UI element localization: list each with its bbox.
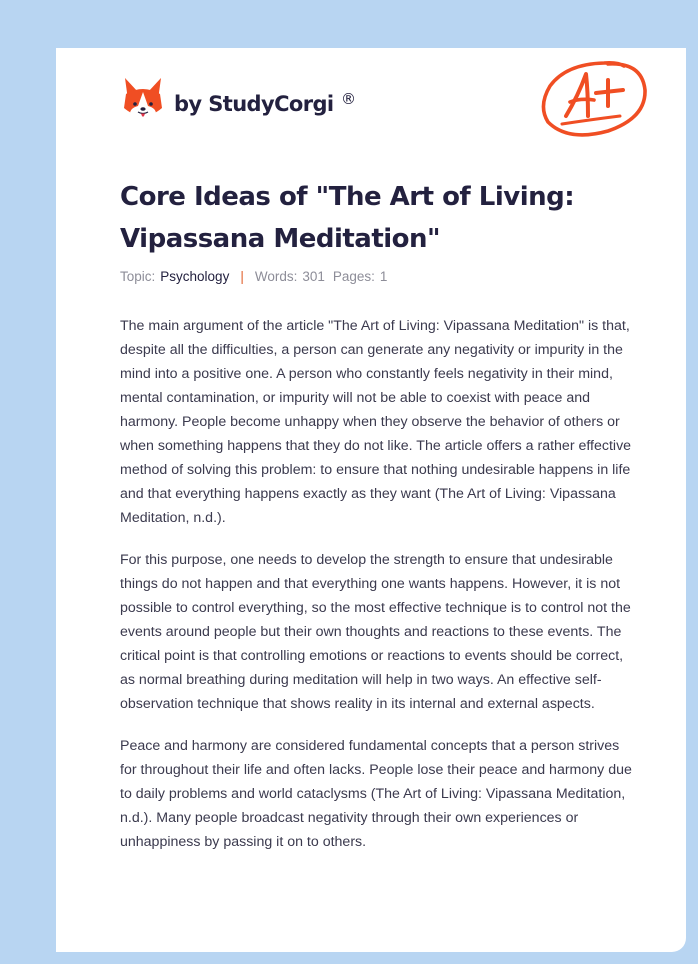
a-plus-badge-icon	[538, 56, 650, 147]
words-count: 301	[302, 269, 325, 284]
words-label: Words:	[254, 269, 298, 284]
paragraph: Peace and harmony are considered fundamental concepts that a person strives for throughout their life and often lacks. People lose their peace and harmony due to daily problems and world cataclysms (The Art of Living: Vipassana Meditation, n.d.). Many people broadcast negativity through their own experiences or unhappiness by passing it on to others.	[120, 738, 632, 850]
pages-label: Pages:	[332, 269, 375, 284]
corgi-icon	[122, 76, 164, 122]
registered-mark: ®	[341, 90, 356, 108]
document-card	[56, 48, 686, 952]
topic-label: Topic:	[120, 269, 156, 284]
meta-separator: |	[240, 269, 244, 284]
article-meta	[120, 269, 387, 284]
studycorgi-logo[interactable]	[122, 76, 164, 122]
paragraph: For this purpose, one needs to develop the strength to ensure that undesirable things do not happen and that everything one wants happens. However, it is not possible to control everything, so the most effective technique is to control not the events around people but their own thoughts and reactions to these events. The critical point is that controlling emotions or reactions to events should be correct, as normal breathing during meditation will help in two ways. An effective self-observation technique that shows reality in its internal and external aspects.	[120, 552, 631, 712]
paragraph: The main argument of the article "The Art of Living: Vipassana Meditation" is that, despite all the difficulties, a person can generate any negativity or impurity in the mind into a positive one. A person who constantly feels negativity in their mind, mental contamination, or impurity will not be able to coexist with peace and harmony. People become unhappy when they observe the behavior of others or when something happens that they do not like. The article offers a rather effective method of solving this problem: to ensure that nothing undesirable happens in life and that everything happens exactly as they want (The Art of Living: Vipassana Meditation, n.d.).	[120, 318, 632, 526]
topic-link[interactable]: Psychology	[160, 269, 230, 284]
article-body	[120, 314, 638, 872]
page-title: Core Ideas of "The Art of Living: Vipassana Meditation"	[120, 182, 575, 254]
brand-name[interactable]: by StudyCorgi	[174, 92, 334, 116]
pages-count: 1	[379, 269, 388, 284]
